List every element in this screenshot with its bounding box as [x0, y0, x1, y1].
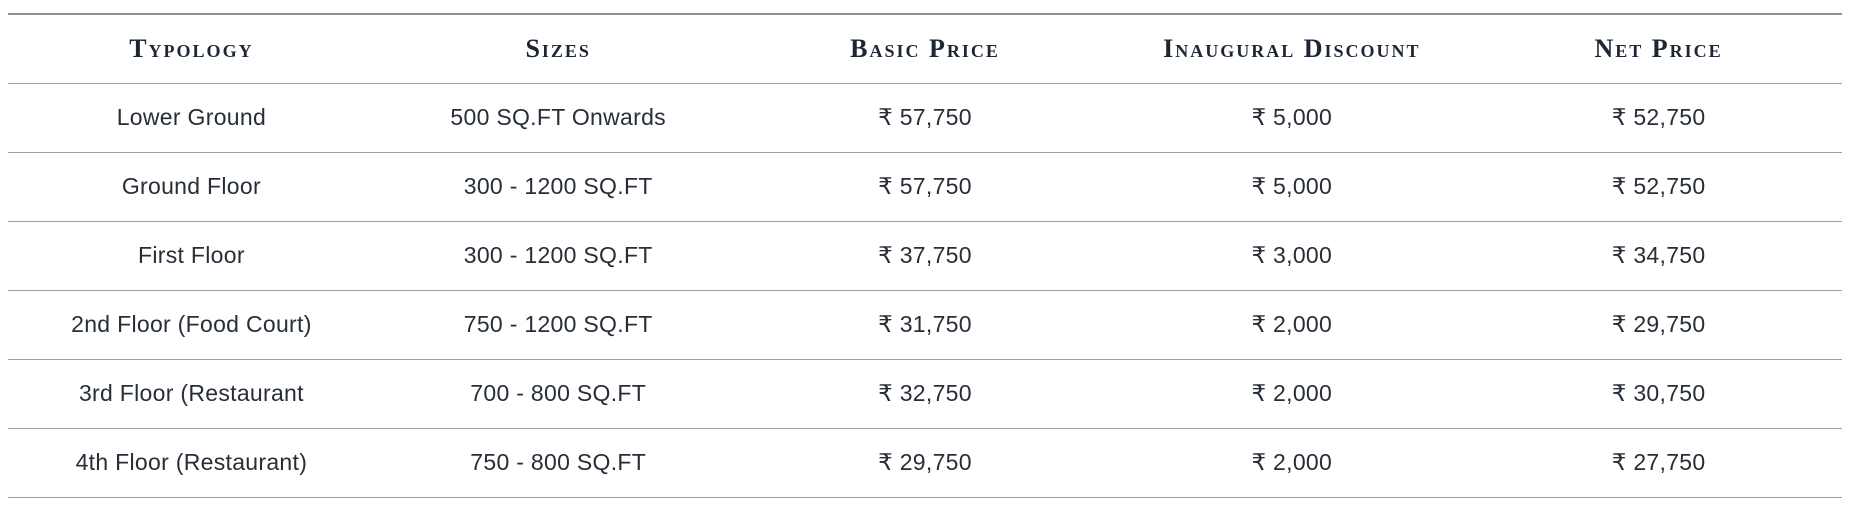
header-cell-sizes: Sizes	[375, 14, 742, 83]
header-cell-inaugural-discount: Inaugural Discount	[1108, 14, 1475, 83]
cell-typology: Ground Floor	[8, 152, 375, 221]
header-cell-basic-price: Basic Price	[742, 14, 1109, 83]
cell-net-price: ₹ 30,750	[1475, 359, 1842, 428]
cell-basic-price: ₹ 57,750	[742, 152, 1109, 221]
table-row-lower-ground	[8, 83, 1842, 152]
cell-sizes: 750 - 800 SQ.FT	[375, 428, 742, 497]
header-row	[8, 14, 1842, 83]
header-cell-net-price: Net Price	[1475, 14, 1842, 83]
cell-basic-price: ₹ 57,750	[742, 83, 1109, 152]
cell-typology: 2nd Floor (Food Court)	[8, 290, 375, 359]
cell-sizes: 700 - 800 SQ.FT	[375, 359, 742, 428]
cell-net-price: ₹ 29,750	[1475, 290, 1842, 359]
cell-inaugural-discount: ₹ 2,000	[1108, 290, 1475, 359]
cell-basic-price: ₹ 32,750	[742, 359, 1109, 428]
cell-typology: First Floor	[8, 221, 375, 290]
cell-basic-price: ₹ 29,750	[742, 428, 1109, 497]
cell-sizes: 500 SQ.FT Onwards	[375, 83, 742, 152]
cell-net-price: ₹ 34,750	[1475, 221, 1842, 290]
cell-typology: 3rd Floor (Restaurant	[8, 359, 375, 428]
cell-sizes: 300 - 1200 SQ.FT	[375, 221, 742, 290]
cell-inaugural-discount: ₹ 3,000	[1108, 221, 1475, 290]
table-row-first-floor	[8, 221, 1842, 290]
table-row-2nd-floor-food-court	[8, 290, 1842, 359]
cell-basic-price: ₹ 31,750	[742, 290, 1109, 359]
pricing-table-header	[8, 14, 1842, 83]
pricing-table-body	[8, 83, 1842, 497]
cell-inaugural-discount: ₹ 5,000	[1108, 83, 1475, 152]
cell-typology: Lower Ground	[8, 83, 375, 152]
table-row-ground-floor	[8, 152, 1842, 221]
cell-typology: 4th Floor (Restaurant)	[8, 428, 375, 497]
cell-inaugural-discount: ₹ 2,000	[1108, 428, 1475, 497]
cell-net-price: ₹ 52,750	[1475, 152, 1842, 221]
cell-sizes: 750 - 1200 SQ.FT	[375, 290, 742, 359]
cell-net-price: ₹ 52,750	[1475, 83, 1842, 152]
table-row-4th-floor-restaurant	[8, 428, 1842, 497]
table-row-3rd-floor-restaurant	[8, 359, 1842, 428]
cell-sizes: 300 - 1200 SQ.FT	[375, 152, 742, 221]
header-cell-typology: Typology	[8, 14, 375, 83]
cell-net-price: ₹ 27,750	[1475, 428, 1842, 497]
cell-inaugural-discount: ₹ 2,000	[1108, 359, 1475, 428]
pricing-table	[8, 13, 1842, 498]
cell-basic-price: ₹ 37,750	[742, 221, 1109, 290]
cell-inaugural-discount: ₹ 5,000	[1108, 152, 1475, 221]
